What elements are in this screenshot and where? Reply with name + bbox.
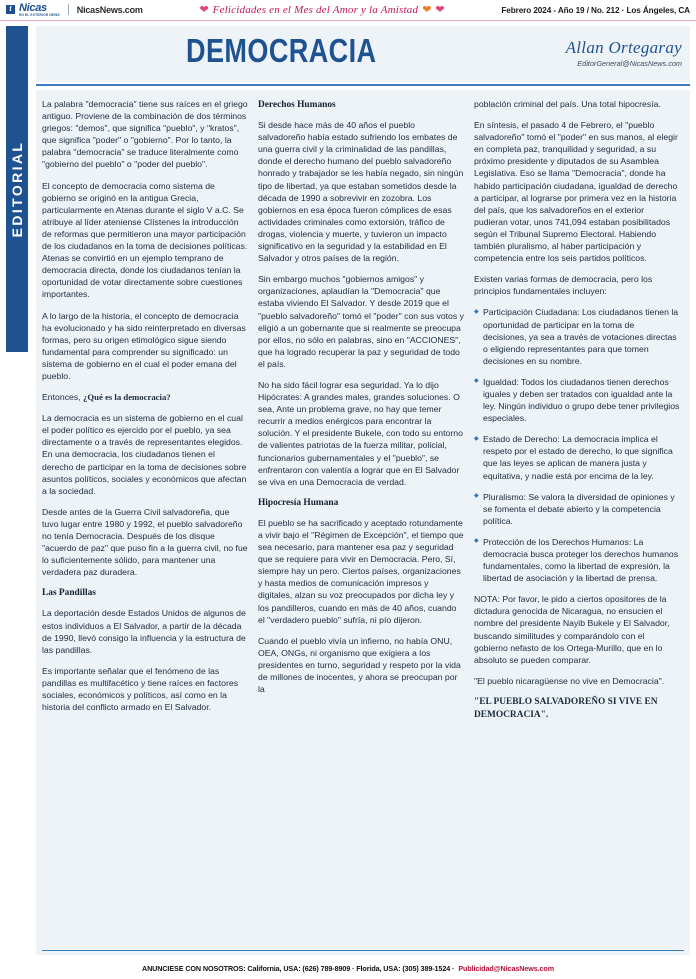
paragraph: El concepto de democracia como sistema de gobierno se originó en la antigua Grecia, particularmente en Atenas durante el siglo V a.C. Se atribuye al líder ateniense Clístenes la introducción de reformas que permitieron una mayor participación de los ciudadanos en la toma de decisiones políticas. Atenas se convirtió en un ejemplo temprano de democracia directa, donde los ciudadanos tenían la oportunidad de votar directamente sobre cuestiones importantes. xyxy=(42,180,248,300)
question-line xyxy=(42,391,248,403)
nota-paragraph: NOTA: Por favor, le pido a ciertos opositores de la dictadura genocida de Nicaragua, no ensucien el nombre del presidente Nayib Bukele y El Salvador, buscando similitudes y comparándolo con el gobierno nefasto de los Ortega-Murillo, que en lo absoluto se pueden comparar. xyxy=(474,594,670,665)
greeting-text: Felicidades en el Mes del Amor y la Amistad xyxy=(212,4,419,16)
author-name: Allan Ortegaray xyxy=(565,38,682,57)
author-email[interactable]: EditorGeneral@NicasNews.com xyxy=(577,59,682,68)
footer-email[interactable]: Publicidad@NicasNews.com xyxy=(458,963,554,973)
list-item: ◆ Participación Ciudadana: Los ciudadanos tienen la oportunidad de participar en la toma de decisiones, ya sea a través de votaciones directas o eligiendo representantes para que tomen decisiones en su nombre. xyxy=(474,306,680,366)
top-bar xyxy=(0,0,696,20)
paragraph: A lo largo de la historia, el concepto de democracia ha evolucionado y ha sido reinterpretado en diversas formas, pero su origen etimológico sigue siendo fundamental para comprender su significado: un sistema de gobierno en el cual el poder emana del pueblo. xyxy=(42,310,246,381)
brand-subtitle: EN EL EXTERIOR NEWS xyxy=(19,13,60,18)
paragraph: Existen varias formas de democracia, pero los principios fundamentales incluyen: xyxy=(474,274,653,297)
list-item: ◆ Estado de Derecho: La democracia implica el respeto por el estado de derecho, lo que significa que las leyes se aplican de manera justa y equitativa, y nadie está por encima de la ley. xyxy=(474,433,680,481)
page-title: DEMOCRACIA xyxy=(186,32,377,69)
list-item: ◆ Pluralismo: Se valora la diversidad de opiniones y se fomenta el debate abierto y la competencia política. xyxy=(474,491,680,527)
section-heading-hipocresia: Hipocresía Humana xyxy=(258,497,339,508)
footer-divider xyxy=(42,950,684,952)
brand-name: Nicas xyxy=(19,1,47,14)
principles-list xyxy=(474,306,680,584)
greeting-banner xyxy=(143,4,502,16)
question-lead: Entonces, xyxy=(42,392,84,403)
quote-paragraph: "El pueblo nicaragüense no vive en Democracia". xyxy=(474,675,665,686)
editorial-spine-label: EDITORIAL xyxy=(9,140,25,238)
heart-icon-right: ❤ xyxy=(422,3,432,16)
footer-bar xyxy=(0,957,696,979)
paragraph: En síntesis, el pasado 4 de Febrero, el "pueblo salvadoreño" tomó el "poder" en sus manos, al elegir en completa paz, tranquilidad y seguridad, a su próximo presidente y diputados de su Asamblea Legislativa. Eso se llama "Democracia", donde ha habido participación ciudadana, igualdad de derecho a participar, al lograrse por primera vez en la historia del país, que los salvadoreños en el exterior pudieran votar, unos 741,094 estaban posibilitados según el Tribunal Supremo Electoral. Habiendo también pluralismo, al haber participación y competencia entre los seis partidos políticos. xyxy=(474,120,678,264)
paragraph: Es importante señalar que el fenómeno de las pandillas es multifacético y tiene raíces en factores sociales, económicos y políticos, así como en la historia del conflicto armado en El Salvador. xyxy=(42,665,239,713)
list-item: ◆ Igualdad: Todos los ciudadanos tienen derechos iguales y deben ser tratados con igualdad ante la ley. Ningún individuo o grupo debe tener privilegios especiales. xyxy=(474,376,680,424)
section-heading-derechos: Derechos Humanos xyxy=(258,100,336,110)
article-column-1 xyxy=(42,98,248,949)
editorial-spine xyxy=(6,26,28,352)
brand-divider xyxy=(68,4,69,15)
footer-contact-text: ANUNCIESE CON NOSOTROS: California, USA: (626) 789-8909 · Florida, USA: (305) 389-1524 · xyxy=(141,963,455,973)
section-heading-pandillas: Las Pandillas xyxy=(42,588,96,599)
masthead-divider xyxy=(36,84,690,86)
paragraph: La deportación desde Estados Unidos de algunos de estos individuos a El Salvador, a partir de la década de 1990, llevó consigo la influencia y la estructura de las pandillas. xyxy=(42,608,246,655)
facebook-icon[interactable]: f xyxy=(6,5,15,14)
brand-block[interactable] xyxy=(6,3,143,18)
paragraph: Sin embargo muchos "gobiernos amigos" y organizaciones, aplaudían la "Democracia" que estaba viviendo El Salvador. Y desde 2019 que el "pueblo salvadoreño" tomó el "poder" con sus votos y eligió a un gobernante que si realmente se preocupa por ellos, no sólo en palabras, sino en "ACCIONES", que ha logrado recuperar la paz y seguridad de todo el país. xyxy=(258,274,464,369)
top-divider xyxy=(0,20,696,21)
paragraph: población criminal del país. Una total hipocresía. xyxy=(474,99,661,109)
article-column-2 xyxy=(258,98,464,949)
list-item: ◆ Protección de los Derechos Humanos: La democracia busca proteger los derechos humanos fundamentales, como la libertad de expresión, la libertad de asociación y la libertad de prensa. xyxy=(474,536,680,584)
site-url[interactable]: NicasNews.com xyxy=(76,4,143,15)
paragraph: El pueblo se ha sacrificado y aceptado rotundamente a vivir bajo el "Régimen de Excepción", el tiempo que sea necesario, para mantener esa paz y seguridad que se requiere para vivir en Democracia. Pero, Sí, siempre hay un pero. Ciertos países, organizaciones y hasta medios de comunicación impresos y digitales, alzan su voz preocupados por dicha ley y los pandilleros, cuando en más de 40 años, cuando el "verdadero pueblo" sufría, ni pío dijeron. xyxy=(258,517,464,625)
issue-info: Febrero 2024 - Año 19 / No. 212 · Los Ángeles, CA xyxy=(501,5,690,15)
heart-icon-right2: ❤ xyxy=(435,3,445,16)
paragraph: No ha sido fácil lograr esa seguridad. Ya lo dijo Hipócrates: A grandes males, grandes soluciones. O sea, Ante un problema grave, no hay que temer recurrir a medios enérgicos para encontrar la solución. Y el presidente Bukele, con todo su entorno de valientes patriotas de la fuerza militar, policial, funcionarios gubernamentales y el "pueblo", se enfrentaron con valentía a lograr que en El Salvador se viva en una Democracia de verdad. xyxy=(258,379,463,487)
paragraph: La palabra "democracia" tiene sus raíces en el griego antiguo. Proviene de la combinación de dos términos griegos: "demos", que significa "pueblo", y "kratos", que significa "poder" o "gobierno". Por lo tanto, la palabra "democracia" se traduce literalmente como "gobierno del pueblo" o "poder del pueblo". xyxy=(42,99,248,170)
article-column-3 xyxy=(474,98,680,949)
closing-statement: "EL PUEBLO SALVADOREÑO SI VIVE EN DEMOCRACIA". xyxy=(474,696,658,720)
question-bold: ¿Qué es la democracia? xyxy=(83,392,171,403)
masthead xyxy=(36,26,690,82)
article-body xyxy=(36,90,690,955)
paragraph: Cuando el pueblo vivía un infierno, no había ONU, OEA, ONGs, ni organismo que exigiera a los presidentes en turno, seguridad y respeto por la vida de millones de inocentes, y ahora se preocupan por la xyxy=(258,635,461,695)
paragraph: Desde antes de la Guerra Civil salvadoreña, que tuvo lugar entre 1980 y 1992, el pueblo salvadoreño no tenía Democracia. Después de los disque "acuerdo de paz" que puso fin a la guerra civil, no fue lo suficientemente sólido, para mantener una verdadera paz duradera. xyxy=(42,506,248,578)
byline xyxy=(566,38,682,68)
paragraph: La democracia es un sistema de gobierno en el cual el poder político es ejercido por el pueblo, ya sea directamente o a través de representantes elegidos. En una democracia, los ciudadanos tienen el derecho de participar en la toma de decisiones sobre asuntos políticos, sociales y económicos que afectan a la sociedad. xyxy=(42,413,247,496)
nicas-logo[interactable] xyxy=(19,3,60,18)
heart-icon-left: ❤ xyxy=(199,3,209,16)
paragraph: Si desde hace más de 40 años el pueblo salvadoreño había estado sufriendo los embates de una guerra civil y la criminalidad de las pandillas, donde el derecho humano del pueblo salvadoreño honrado y trabajador se les había negado, sin ningún tipo de libertad, ya que estaban sometidos desde la década de 1990 a sobrevivir en zozobra. Los gobiernos en esa época fueron cómplices de esas actividades criminales como extorsión, tráfico de drogas, violencia y muerte, y tuvieron un impacto significativo en la seguridad y la estabilidad en El Salvador y otros países de la región. xyxy=(258,120,464,264)
